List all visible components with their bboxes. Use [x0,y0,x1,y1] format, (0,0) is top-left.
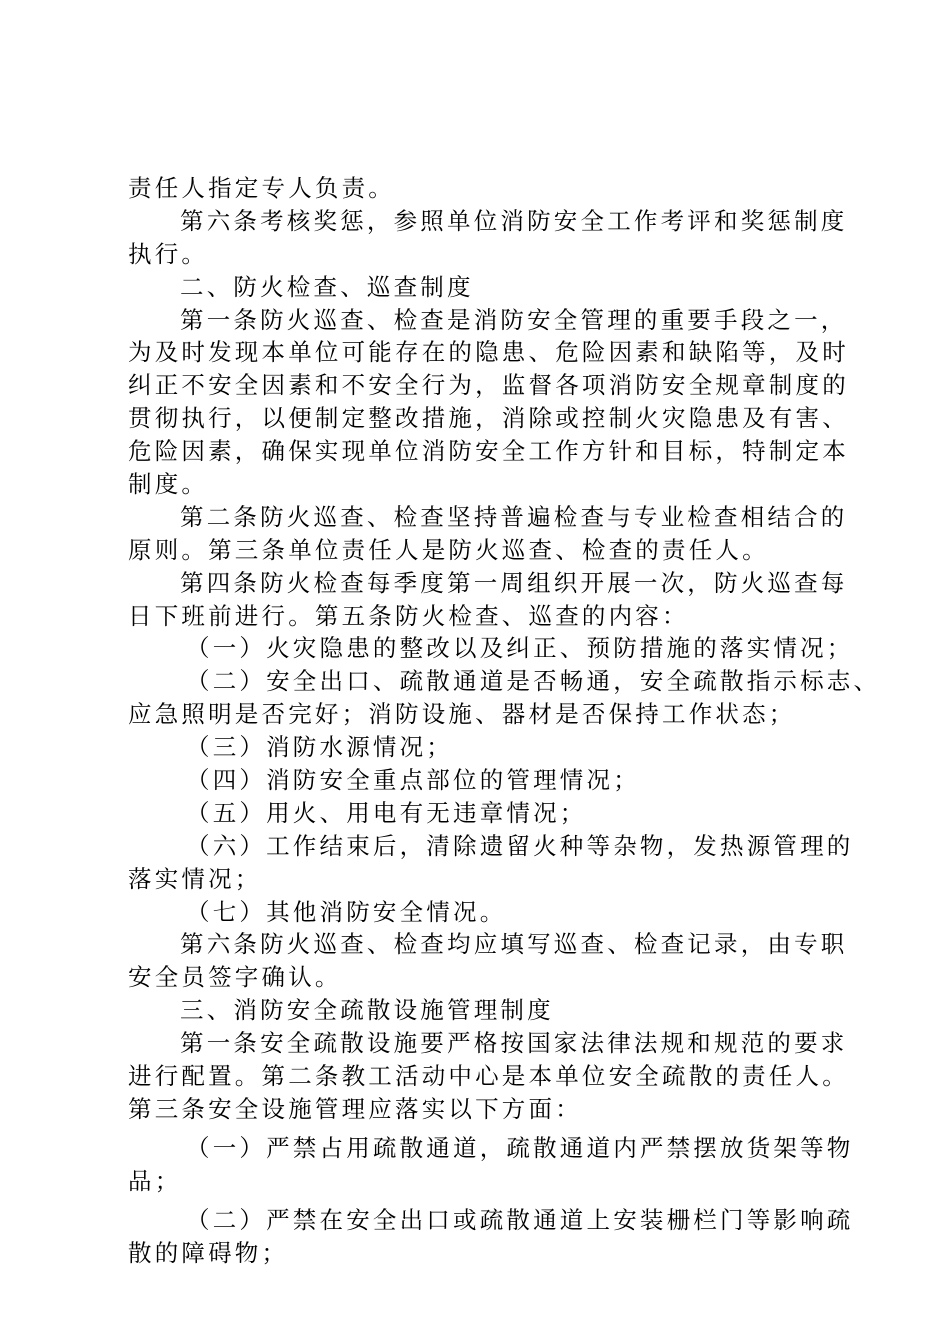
body-line: 品； [128,1166,182,1195]
body-line: 原则。第三条单位责任人是防火巡查、检查的责任人。 [128,535,769,564]
body-line: 纠正不安全因素和不安全行为，监督各项消防安全规章制度的 [128,371,849,400]
body-line: 进行配置。第二条教工活动中心是本单位安全疏散的责任人。 [128,1062,849,1091]
list-item: （四）消防安全重点部位的管理情况； [186,766,640,795]
body-line: 危险因素，确保实现单位消防安全工作方针和目标，特制定本 [128,437,849,466]
section-heading: 三、消防安全疏散设施管理制度 [180,996,554,1025]
list-item: （七）其他消防安全情况。 [186,897,507,926]
article-line: 第六条考核奖惩，参照单位消防安全工作考评和奖惩制度 [180,206,848,235]
article-line: 第一条防火巡查、检查是消防安全管理的重要手段之一， [180,305,848,334]
document-body [128,172,881,1269]
body-line: 责任人指定专人负责。 [128,174,395,202]
body-line: 第三条安全设施管理应落实以下方面： [128,1094,582,1123]
body-line: 执行。 [128,239,209,268]
body-line: 应急照明是否完好；消防设施、器材是否保持工作状态； [128,700,796,729]
list-item: （二）安全出口、疏散通道是否畅通，安全疏散指示标志、 [186,667,881,696]
list-item: （二）严禁在安全出口或疏散通道上安装栅栏门等影响疏 [186,1205,854,1234]
body-line: 日下班前进行。第五条防火检查、巡查的内容： [128,601,689,630]
body-line: 为及时发现本单位可能存在的隐患、危险因素和缺陷等，及时 [128,338,849,367]
body-line: 散的障碍物； [128,1238,289,1267]
list-item: （一）火灾隐患的整改以及纠正、预防措施的落实情况； [186,634,854,663]
article-line: 第二条防火巡查、检查坚持普遍检查与专业检查相结合的 [180,502,848,531]
body-line: 落实情况； [128,864,262,893]
article-line: 第一条安全疏散设施要严格按国家法律法规和规范的要求 [180,1029,848,1058]
list-item: （一）严禁占用疏散通道，疏散通道内严禁摆放货架等物 [186,1133,854,1162]
body-line: 制度。 [128,470,209,499]
article-line: 第六条防火巡查、检查均应填写巡查、检查记录，由专职 [180,930,848,959]
list-item: （六）工作结束后，清除遗留火种等杂物，发热源管理的 [186,831,854,860]
section-heading: 二、防火检查、巡查制度 [180,272,474,301]
body-line: 贯彻执行，以便制定整改措施，消除或控制火灾隐患及有害、 [128,404,849,433]
list-item: （三）消防水源情况； [186,733,453,762]
body-line: 安全员签字确认。 [128,963,342,992]
list-item: （五）用火、用电有无违章情况； [186,798,587,827]
article-line: 第四条防火检查每季度第一周组织开展一次，防火巡查每 [180,568,848,597]
